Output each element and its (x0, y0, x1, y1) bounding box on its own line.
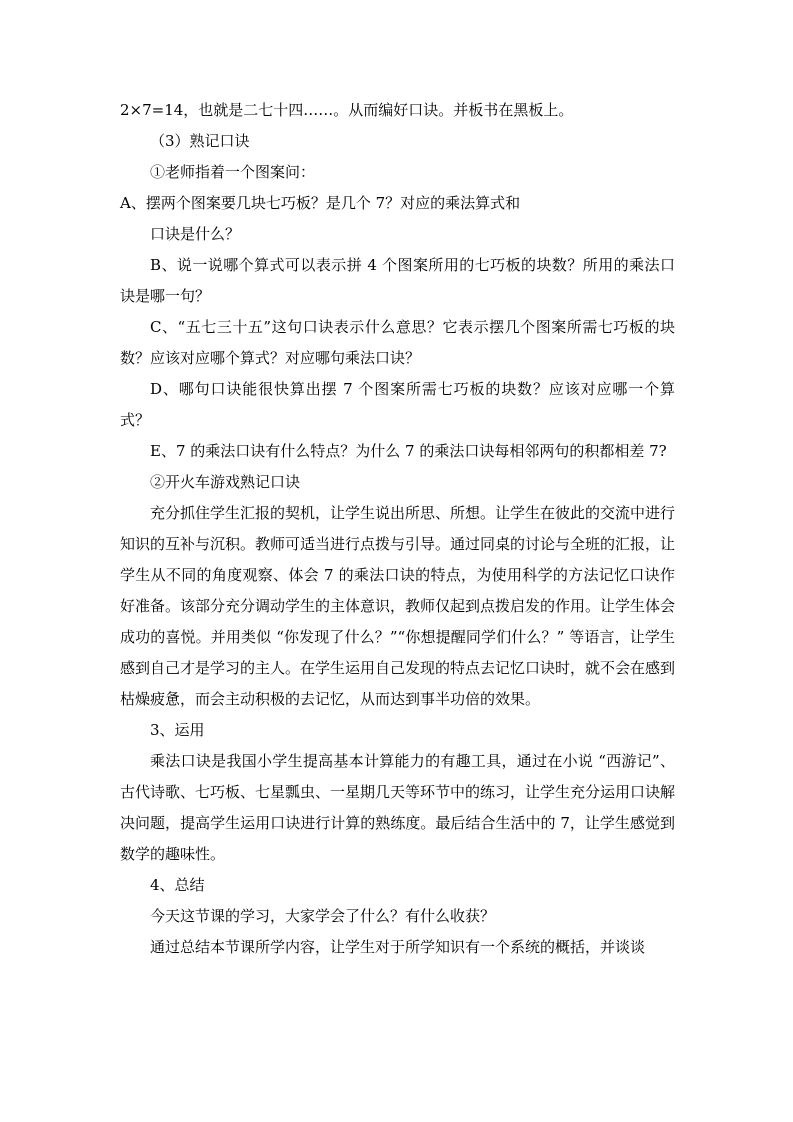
heading-memorize-formula: （3）熟记口诀 (150, 132, 250, 150)
question-a: A、摆两个图案要几块七巧板？是几个 7？对应的乘法算式和 (120, 194, 521, 212)
question-e: E、7 的乘法口诀有什么特点？为什么 7 的乘法口诀每相邻两句的积都相差 7? (150, 442, 667, 460)
question-d: D、哪句口诀能很快算出摆 7 个图案所需七巧板的块数？应该对应哪一个算式？ (120, 380, 675, 429)
question-c: C、“五七三十五”这句口诀表示什么意思？它表示摆几个图案所需七巧板的块数？应该对应哪个算式？对应哪句乘法口诀？ (120, 318, 675, 367)
item-train-game: ②开火车游戏熟记口诀 (150, 473, 301, 491)
item-teacher-asks: ①老师指着一个图案问： (150, 163, 316, 181)
question-a-continued: 口诀是什么？ (150, 225, 241, 243)
paragraph-application: 乘法口诀是我国小学生提高基本计算能力的有趣工具，通过在小说 “西游记”、古代诗歌、七巧板、七星瓢虫、一星期几天等环节中的练习，让学生充分运用口诀解决问题，提高学生运用口诀进行计算的熟练度。最后结合生活中的 7，让学生感觉到数学的趣味性。 (120, 752, 676, 863)
paragraph-explanation: 充分抓住学生汇报的契机，让学生说出所思、所想。让学生在彼此的交流中进行知识的互补与沉积。教师可适当进行点拨与引导。通过同桌的讨论与全班的汇报，让学生从不同的角度观察、体会 7 的乘法口诀的特点，为使用科学的方法记忆口诀作好准备。该部分充分调动学生的主体意识，教师仅起到点拨启发的作用。让学生体会成功的喜悦。并用类似 “你发现了什么？”“你想提醒同学们什么？” 等语言，让学生感到自己才是学习的主人。在学生运用自己发现的特点去记忆口诀时，就不会在感到枯燥疲惫，而会主动积极的去记忆，从而达到事半功倍的效果。 (120, 504, 676, 708)
heading-summary: 4、总结 (150, 876, 205, 894)
heading-application: 3、运用 (150, 721, 205, 739)
document-body (120, 95, 675, 963)
paragraph-summary: 通过总结本节课所学内容，让学生对于所学知识有一个系统的概括，并谈谈 (150, 938, 646, 956)
question-b: B、说一说哪个算式可以表示拼 4 个图案所用的七巧板的块数？所用的乘法口诀是哪一句？ (120, 256, 675, 305)
paragraph-summary-question: 今天这节课的学习，大家学会了什么？有什么收获？ (150, 907, 496, 925)
paragraph-continuation: 2×7=14，也就是二七十四……。从而编好口诀。并板书在黑板上。 (120, 101, 574, 119)
